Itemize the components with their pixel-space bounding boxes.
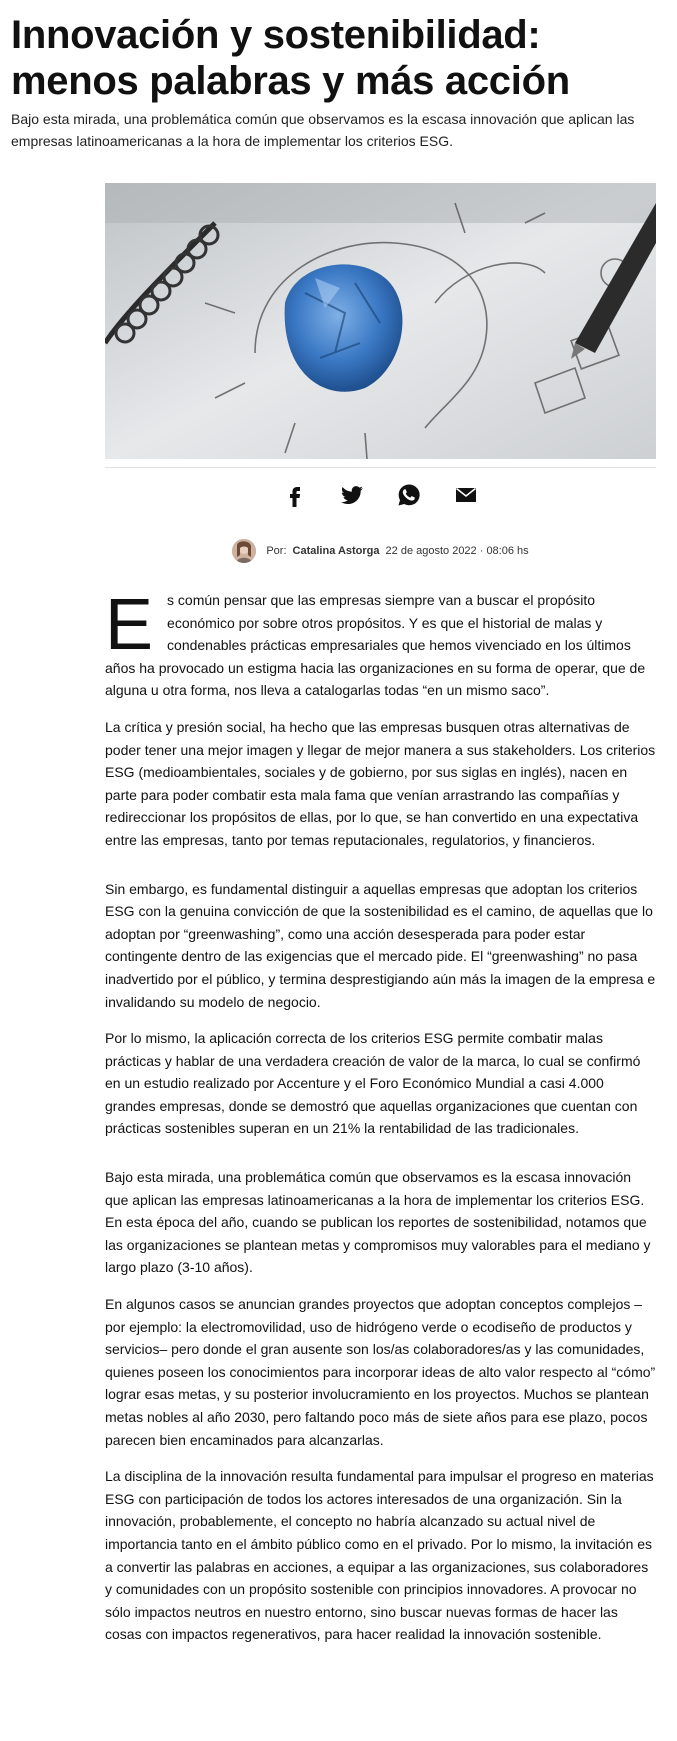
email-icon[interactable] <box>453 482 480 509</box>
paragraph-text: s común pensar que las empresas siempre van a buscar el propósito económico por sobre otros propósitos. Y es que el historial de malas y condenables prácticas empresariales que hemos vivenciado en los últimos años ha provocado un estigma hacia las organizaciones en su forma de operar, que de alguna u otra forma, nos lleva a catalogarlas todas “en un mismo saco”. <box>105 592 646 699</box>
twitter-icon[interactable] <box>339 482 366 509</box>
article-paragraph: Por lo mismo, la aplicación correcta de los criterios ESG permite combatir malas prácticas y hablar de una verdadera creación de valor de la marca, lo cual se confirmó en un estudio realizado por Accenture y el Foro Económico Mundial a casi 4.000 grandes empresas, donde se demostró que aquellas organizaciones que cuentan con prácticas sostenibles superan en un 21% la rentabilidad de las tradicionales. <box>105 1030 641 1137</box>
share-bar <box>105 478 656 512</box>
author-name[interactable]: Catalina Astorga <box>292 545 380 557</box>
hero-image <box>105 183 656 459</box>
byline-prefix: Por: <box>266 545 287 557</box>
facebook-icon[interactable] <box>282 482 309 509</box>
article-title: Innovación y sostenibilidad: menos palabras y más acción <box>11 13 570 103</box>
article-paragraph: En algunos casos se anuncian grandes proyectos que adoptan conceptos complejos – por ejemplo: la electromovilidad, uso de hidrógeno verde o ecodiseño de productos y servicios– pero donde el gran ausente son los/as colaboradores/as y las comunidades, quienes poseen los conocimientos para incorporar ideas de alto valor respecto al “cómo” lograr esas metas, y su posterior involucramiento en los proyectos. Muchos se plantean metas nobles al año 2030, pero faltando poco más de siete años para ese plazo, pocos parecen bien encaminados para alcanzarlas. <box>105 1296 656 1448</box>
dropcap-letter: E <box>105 585 154 665</box>
publish-date: 22 de agosto 2022 · 08:06 hs <box>385 545 529 557</box>
article-paragraph <box>105 585 656 702</box>
hero-divider <box>105 467 656 468</box>
article-paragraph: Bajo esta mirada, una problemática común que observamos es la escasa innovación que aplican las empresas latinoamericanas a la hora de implementar los criterios ESG. En esta época del año, cuando se publican los reportes de sostenibilidad, notamos que las organizaciones se plantean metas y compromisos muy valorables para el mediano y largo plazo (3-10 años). <box>105 1169 651 1276</box>
byline <box>105 538 656 564</box>
author-avatar <box>232 539 256 563</box>
article-paragraph: Sin embargo, es fundamental distinguir a aquellas empresas que adoptan los criterios ESG con la genuina convicción de que la sostenibilidad es el camino, de aquellas que lo adoptan por “greenwashing”, como una acción desesperada para poder estar contingente dentro de las exigencias que el mercado pide. El “greenwashing” no pasa inadvertido por el público, y termina desprestigiando aún más la imagen de la empresa e invalidando su modelo de negocio. <box>105 880 656 1010</box>
article-paragraph: La crítica y presión social, ha hecho que las empresas busquen otras alternativas de poder tener una mejor imagen y llegar de mejor manera a sus stakeholders. Los criterios ESG (medioambientales, sociales y de gobierno, por sus siglas en inglés), nacen en parte para poder combatir esta mala fama que venían arrastrando las compañías y redireccionar los propósitos de ellas, por lo que, se han convertido en una expectativa entre las empresas, tanto por temas reputacionales, regulatorios, y financieros. <box>105 718 656 848</box>
article-subtitle: Bajo esta mirada, una problemática común que observamos es la escasa innovación que aplican las empresas latinoamericanas a la hora de implementar los criterios ESG. <box>11 111 635 149</box>
whatsapp-icon[interactable] <box>396 482 423 509</box>
article-paragraph: La disciplina de la innovación resulta fundamental para impulsar el progreso en materias ESG con participación de todos los actores interesados de una organización. Sin la innovación, probablemente, el concepto no habría alcanzado su actual nivel de importancia tanto en el ámbito público como en el privado. Por lo mismo, la invitación es a convertir las palabras en acciones, a equipar a las organizaciones, sus colaboradores y comunidades con un propósito sostenible con principios innovadores. A provocar no sólo impactos neutros en nuestro entorno, sino buscar nuevas formas de hacer las cosas con impactos regenerativos, para hacer realidad la innovación sostenible. <box>105 1468 654 1643</box>
article-body <box>105 585 656 1660</box>
